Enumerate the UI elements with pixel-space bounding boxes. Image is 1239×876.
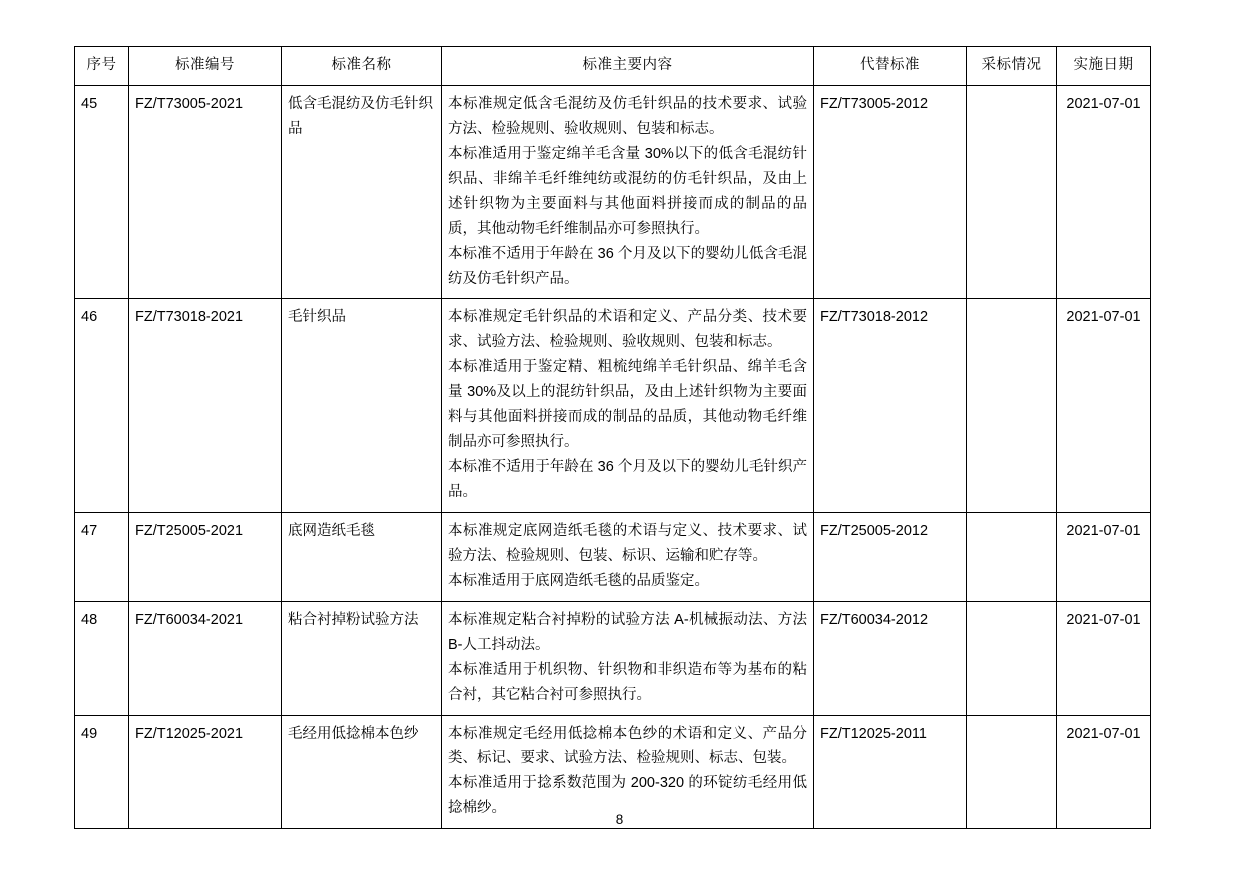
- cell-seq: 47: [75, 512, 129, 601]
- cell-main-content: [442, 299, 814, 513]
- cell-standard-code: FZ/T73005-2021: [129, 85, 282, 299]
- cell-seq: 45: [75, 85, 129, 299]
- cell-effective-date: 2021-07-01: [1057, 512, 1151, 601]
- cell-adoption-status: [967, 85, 1057, 299]
- cell-adoption-status: [967, 299, 1057, 513]
- column-header-main-content: 标准主要内容: [442, 47, 814, 86]
- column-header-replaced-standard: 代替标准: [814, 47, 967, 86]
- cell-standard-code: FZ/T73018-2021: [129, 299, 282, 513]
- content-paragraph: 本标准规定粘合衬掉粉的试验方法 A-机械振动法、方法 B-人工抖动法。: [448, 611, 807, 653]
- cell-standard-name: 粘合衬掉粉试验方法: [282, 601, 442, 715]
- cell-replaced-standard: FZ/T25005-2012: [814, 512, 967, 601]
- table-row: [75, 85, 1151, 299]
- content-paragraph: 本标准规定底网造纸毛毯的术语与定义、技术要求、试验方法、检验规则、包装、标识、运输和贮存等。: [448, 522, 807, 564]
- cell-standard-name: 毛经用低捻棉本色纱: [282, 715, 442, 829]
- cell-replaced-standard: FZ/T73005-2012: [814, 85, 967, 299]
- cell-replaced-standard: FZ/T60034-2012: [814, 601, 967, 715]
- cell-standard-name: 毛针织品: [282, 299, 442, 513]
- content-paragraph: 本标准不适用于年龄在 36 个月及以下的婴幼儿毛针织产品。: [448, 459, 807, 500]
- cell-effective-date: 2021-07-01: [1057, 601, 1151, 715]
- table-header-row: [75, 47, 1151, 86]
- cell-standard-code: FZ/T25005-2021: [129, 512, 282, 601]
- content-paragraph: 本标准不适用于年龄在 36 个月及以下的婴幼儿低含毛混纺及仿毛针织产品。: [448, 245, 807, 287]
- cell-seq: 48: [75, 601, 129, 715]
- cell-effective-date: 2021-07-01: [1057, 715, 1151, 829]
- cell-main-content: [442, 512, 814, 601]
- content-paragraph: 本标准适用于鉴定绵羊毛含量 30%以下的低含毛混纺针织品、非绵羊毛纤维纯纺或混纺的仿毛针织品，及由上述针织物为主要面料与其他面料拼接而成的制品的品质，其他动物毛纤维制品亦可参照执行。: [448, 145, 807, 237]
- cell-standard-code: FZ/T12025-2021: [129, 715, 282, 829]
- cell-standard-name: 低含毛混纺及仿毛针织品: [282, 85, 442, 299]
- cell-effective-date: 2021-07-01: [1057, 299, 1151, 513]
- content-paragraph: 本标准适用于捻系数范围为 200-320 的环锭纺毛经用低捻棉纱。: [448, 775, 807, 817]
- content-paragraph: 本标准适用于鉴定精、粗梳纯绵羊毛针织品、绵羊毛含量 30%及以上的混纺针织品，及由上述针织物为主要面料与其他面料拼接而成的制品的品质，其他动物毛纤维制品亦可参照执行。: [448, 359, 807, 451]
- cell-main-content: [442, 85, 814, 299]
- content-paragraph: 本标准适用于机织物、针织物和非织造布等为基布的粘合衬，其它粘合衬可参照执行。: [448, 661, 807, 703]
- column-header-seq: 序号: [75, 47, 129, 86]
- cell-replaced-standard: FZ/T12025-2011: [814, 715, 967, 829]
- content-paragraph: 本标准规定毛经用低捻棉本色纱的术语和定义、产品分类、标记、要求、试验方法、检验规则、标志、包装。: [448, 725, 807, 767]
- cell-adoption-status: [967, 601, 1057, 715]
- table-row: [75, 601, 1151, 715]
- cell-seq: 49: [75, 715, 129, 829]
- cell-effective-date: 2021-07-01: [1057, 85, 1151, 299]
- cell-seq: 46: [75, 299, 129, 513]
- cell-standard-code: FZ/T60034-2021: [129, 601, 282, 715]
- page-number: 8: [615, 812, 624, 827]
- column-header-standard-name: 标准名称: [282, 47, 442, 86]
- cell-replaced-standard: FZ/T73018-2012: [814, 299, 967, 513]
- column-header-adoption-status: 采标情况: [967, 47, 1057, 86]
- table-body: [75, 85, 1151, 828]
- standards-table: [74, 46, 1151, 829]
- column-header-effective-date: 实施日期: [1057, 47, 1151, 86]
- content-paragraph: 本标准规定毛针织品的术语和定义、产品分类、技术要求、试验方法、检验规则、验收规则、包装和标志。: [448, 309, 807, 351]
- table-header: [75, 47, 1151, 86]
- table-row: [75, 299, 1151, 513]
- standards-table-container: [74, 46, 1150, 829]
- column-header-standard-code: 标准编号: [129, 47, 282, 86]
- cell-adoption-status: [967, 512, 1057, 601]
- content-paragraph: 本标准适用于底网造纸毛毯的品质鉴定。: [448, 572, 709, 589]
- cell-main-content: [442, 601, 814, 715]
- content-paragraph: 本标准规定低含毛混纺及仿毛针织品的技术要求、试验方法、检验规则、验收规则、包装和标志。: [448, 95, 807, 137]
- cell-standard-name: 底网造纸毛毯: [282, 512, 442, 601]
- table-row: [75, 512, 1151, 601]
